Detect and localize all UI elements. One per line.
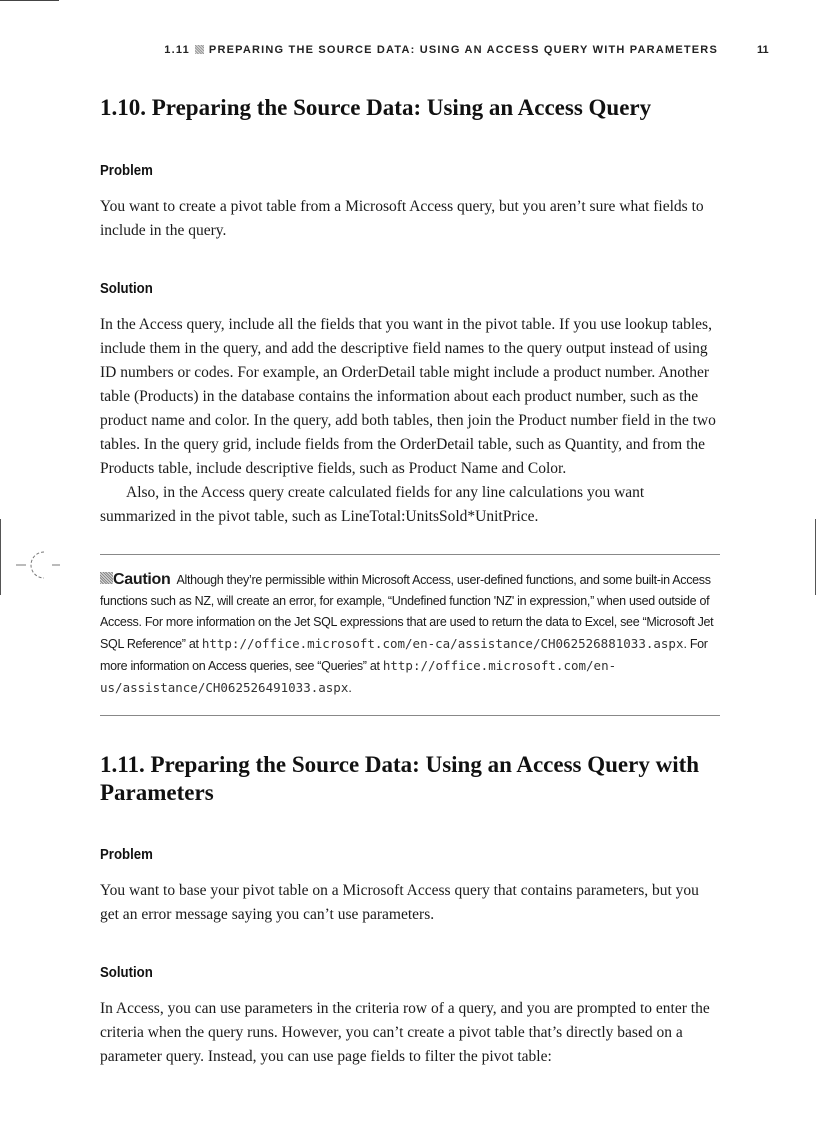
running-head (100, 44, 718, 56)
caution-link-queries[interactable]: http://office.microsoft.com/en-us/assistance/CH062526491033.aspx (100, 658, 617, 695)
section-110-solution-p2: Also, in the Access query create calculated fields for any line calculations you want summarized in the pivot table, such as LineTotal:UnitsSold*UnitPrice. (100, 484, 645, 525)
section-111-heading: 1.11. Preparing the Source Data: Using an Access Query with Parameters (100, 752, 700, 805)
running-head-title: PREPARING THE SOURCE DATA: USING AN ACCESS QUERY WITH PARAMETERS (208, 44, 718, 56)
caution-box (100, 554, 720, 716)
registration-mark-icon (14, 549, 62, 581)
section-110-solution-p1: In the Access query, include all the fields that you want in the pivot table. If you use lookup tables, include them in the query, and add the descriptive field names to the query output instead of using ID numbers or codes. For example, an OrderDetail table might include a product number. Another table (Products) in the database contains the information about each product number, such as the product name and color. In the query, add both tables, then join the Product number field in the two tables. In the query grid, include fields from the OrderDetail table, such as Quantity, and from the Products table, include descriptive fields, such as Product Name and Color. (100, 316, 716, 477)
caution-icon (100, 572, 113, 584)
section-111-solution-heading: Solution (100, 964, 153, 981)
running-head-section: 1.11 (164, 44, 190, 56)
caution-link-jet-sql[interactable]: http://office.microsoft.com/en-ca/assistance/CH062526881033.aspx (201, 636, 684, 651)
crop-mark-left (0, 519, 1, 595)
caution-text-2: . For more information on Access queries, see “Queries” at (100, 637, 708, 673)
section-110-problem-text: You want to create a pivot table from a Microsoft Access query, but you aren’t sure what fields to include in the query. (100, 198, 704, 239)
running-head-separator-icon (195, 45, 204, 54)
section-110-solution-heading: Solution (100, 280, 153, 297)
crop-mark-top (0, 0, 59, 1)
caution-label: Caution (113, 571, 171, 588)
section-110-problem-heading: Problem (100, 162, 153, 179)
section-111-problem-heading: Problem (100, 846, 153, 863)
caution-text-1: Although they’re permissible within Microsoft Access, user-defined functions, and some built-in Access functions such as NZ, will create an error, for example, “Undefined function 'NZ' in expression,” when used outside of Access. For more information on the Jet SQL expressions that are used to return the data to Excel, see “Microsoft Jet SQL Reference” at (100, 573, 714, 651)
page-content (100, 94, 720, 1069)
caution-text-3: . (348, 681, 352, 695)
section-111-solution-text: In Access, you can use parameters in the criteria row of a query, and you are prompted to enter the criteria when the query runs. However, you can’t create a pivot table that’s directly based on a parameter query. Instead, you can use page fields to filter the pivot table: (100, 1000, 710, 1065)
page-number: 11 (757, 44, 769, 56)
section-110-heading: 1.10. Preparing the Source Data: Using an Access Query (100, 95, 652, 120)
section-111-problem-text: You want to base your pivot table on a Microsoft Access query that contains parameters, but you get an error message saying you can’t use parameters. (100, 882, 699, 923)
